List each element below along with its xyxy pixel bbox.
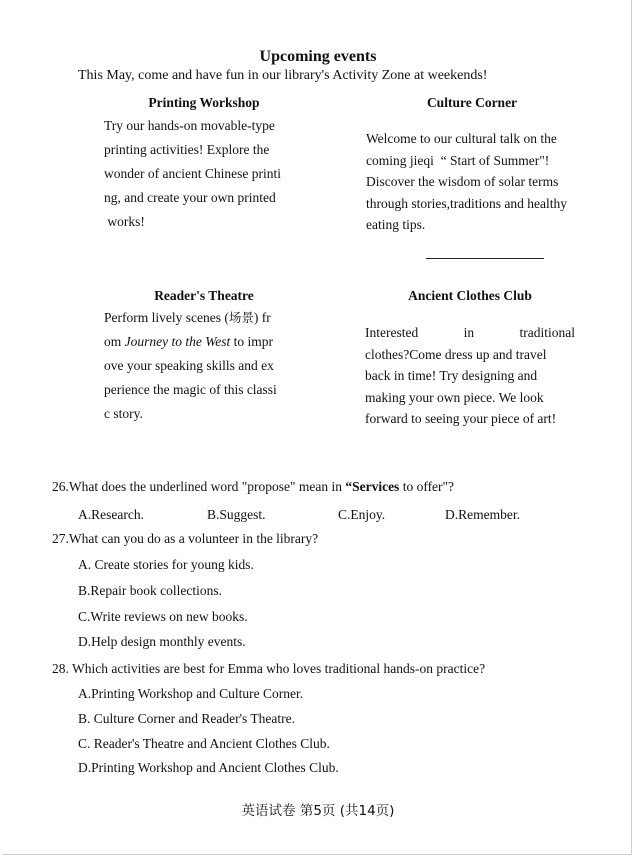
card-line: ng, and create your own printed bbox=[104, 190, 276, 205]
question-28-option-d: D.Printing Workshop and Ancient Clothes Club. bbox=[78, 760, 339, 775]
card-line: through stories,traditions and healthy bbox=[366, 195, 567, 211]
page-footer: 英语试卷 第5页 (共14页) bbox=[241, 803, 395, 819]
card-line bbox=[365, 322, 575, 344]
card-line: wonder of ancient Chinese printi bbox=[104, 166, 281, 181]
question-27-stem: 27.What can you do as a volunteer in the library? bbox=[52, 531, 319, 546]
card-title: Printing Workshop bbox=[148, 95, 260, 110]
card-line: making your own piece. We look bbox=[365, 389, 544, 405]
card-line-text-cn: 场景 bbox=[228, 310, 254, 325]
card-line: perience the magic of this classi bbox=[104, 382, 277, 397]
question-26-stem bbox=[52, 478, 454, 496]
question-28-option-c: C. Reader's Theatre and Ancient Clothes Club. bbox=[78, 736, 330, 751]
card-line: printing activities! Explore the bbox=[104, 142, 270, 157]
question-26-option-a: A.Research. bbox=[78, 507, 144, 522]
card-body bbox=[366, 128, 578, 236]
card-title: Ancient Clothes Club bbox=[408, 288, 532, 303]
card-line: c story. bbox=[104, 406, 143, 421]
card-line: Discover the wisdom of solar terms bbox=[366, 174, 559, 189]
question-26-option-b: B.Suggest. bbox=[207, 507, 266, 522]
card-readers-theatre bbox=[104, 288, 304, 426]
question-26-option-d: D.Remember. bbox=[445, 507, 520, 522]
card-line-text: om bbox=[104, 334, 125, 349]
card-line: Welcome to our cultural talk on the bbox=[366, 131, 557, 146]
intro-text: This May, come and have fun in our library's Activity Zone at weekends! bbox=[78, 68, 488, 83]
card-word: in bbox=[463, 325, 475, 340]
card-body bbox=[104, 114, 304, 234]
card-title: Reader's Theatre bbox=[154, 288, 254, 303]
question-26-option-c: C.Enjoy. bbox=[338, 507, 386, 522]
card-line: ove your speaking skills and ex bbox=[104, 358, 274, 373]
card-line-text: ) fr bbox=[253, 310, 271, 325]
card-line: coming jieqi “ Start of Summer"! bbox=[366, 152, 550, 168]
question-27-option-c: C.Write reviews on new books. bbox=[78, 609, 248, 624]
book-title: Journey to the West bbox=[124, 334, 231, 349]
card-printing-workshop bbox=[104, 95, 304, 234]
answer-blank-line bbox=[426, 258, 544, 259]
card-line: back in time! Try designing and bbox=[365, 368, 538, 383]
card-line: Try our hands-on movable-type bbox=[104, 118, 275, 133]
card-body bbox=[365, 322, 575, 430]
card-body bbox=[104, 306, 304, 426]
card-title: Culture Corner bbox=[426, 95, 518, 110]
question-27-option-d: D.Help design monthly events. bbox=[78, 634, 246, 649]
question-bold-text: “Services bbox=[345, 479, 400, 494]
question-28-option-a: A.Printing Workshop and Culture Corner. bbox=[78, 686, 304, 701]
card-culture-corner bbox=[366, 95, 578, 236]
card-line-text: to impr bbox=[230, 334, 273, 349]
card-line bbox=[104, 306, 304, 330]
card-line-text: Perform lively scenes ( bbox=[104, 310, 229, 325]
card-line: works! bbox=[104, 214, 145, 229]
card-line: forward to seeing your piece of art! bbox=[365, 411, 557, 426]
card-line: clothes?Come dress up and travel bbox=[365, 346, 547, 362]
question-text: 26.What does the underlined word "propose" mean in bbox=[52, 479, 346, 494]
page-title: Upcoming events bbox=[259, 48, 377, 65]
question-28-option-b: B. Culture Corner and Reader's Theatre. bbox=[78, 711, 295, 726]
card-word: traditional bbox=[519, 325, 575, 340]
card-line: eating tips. bbox=[366, 217, 426, 232]
card-line bbox=[104, 330, 304, 354]
card-word: Interested bbox=[365, 325, 419, 340]
question-text: to offer"? bbox=[399, 479, 455, 494]
question-27-option-b: B.Repair book collections. bbox=[78, 583, 222, 598]
card-ancient-clothes-club bbox=[365, 288, 575, 430]
question-27-option-a: A. Create stories for young kids. bbox=[78, 557, 254, 572]
question-28-stem: 28. Which activities are best for Emma who loves traditional hands-on practice? bbox=[52, 661, 486, 676]
